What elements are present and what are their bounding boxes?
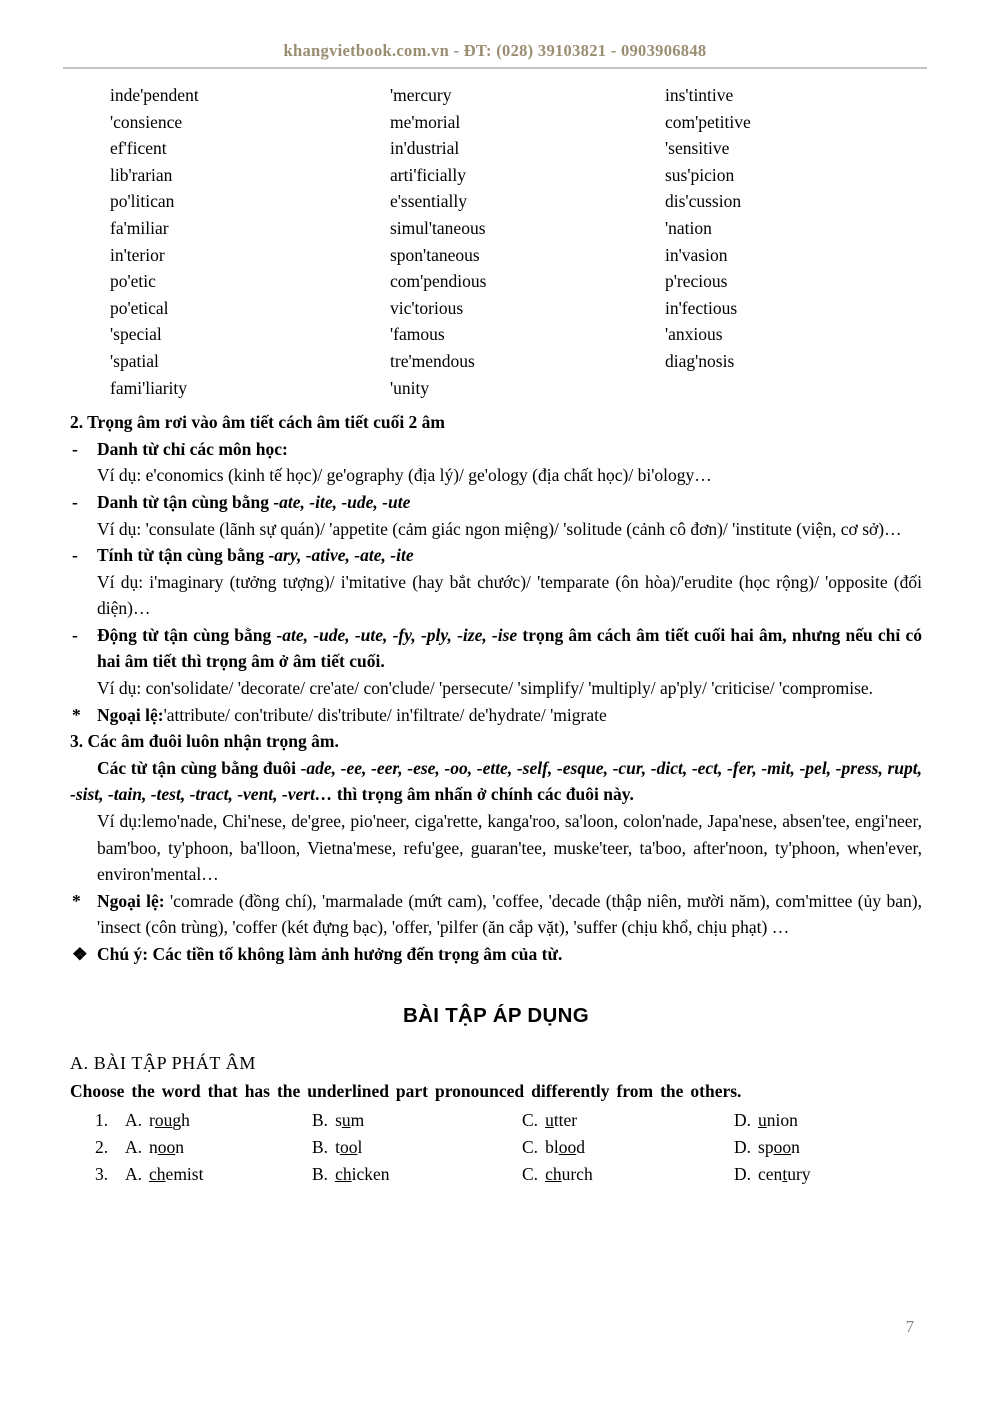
word-pre: n <box>149 1136 158 1157</box>
stress-word-table <box>70 82 922 401</box>
note-content <box>97 941 922 968</box>
option-c[interactable] <box>522 1134 734 1161</box>
section3-exceptions <box>70 888 922 941</box>
word-item: spon'taneous <box>390 244 480 265</box>
header-text: khangvietbook.com.vn - ĐT: (028) 39103821 - 0903906848 <box>283 41 707 60</box>
option-b[interactable] <box>312 1107 522 1134</box>
word-item: me'morial <box>390 111 461 132</box>
word-item: 'unity <box>390 377 430 398</box>
word-item: 'anxious <box>665 324 723 345</box>
section2-exceptions <box>70 702 922 729</box>
word-post: ury <box>787 1163 811 1184</box>
word-item: simul'taneous <box>390 217 486 238</box>
dash-marker: - <box>72 545 78 566</box>
word-pre: r <box>149 1109 155 1130</box>
word-item: fa'miliar <box>110 217 169 238</box>
question-number: 3. <box>95 1163 109 1184</box>
option-b[interactable] <box>312 1134 522 1161</box>
rule-example: Ví dụ: con'solidate/ 'decorate/ cre'ate/ con'clude/ 'persecute/ 'simplify/ 'multiply/ ap'ply/ 'criticise/ 'compromise. <box>97 678 874 699</box>
dash-marker: - <box>72 438 78 459</box>
word-item: p'recious <box>665 271 728 292</box>
option-a[interactable] <box>125 1161 312 1188</box>
option-d[interactable] <box>734 1161 922 1188</box>
option-c[interactable] <box>522 1107 734 1134</box>
rule-suffix-list: -ate, -ite, -ude, -ute <box>273 491 411 512</box>
exercises-title: BÀI TẬP ÁP DỤNG <box>403 1003 589 1027</box>
option-d[interactable] <box>734 1134 922 1161</box>
word-item: sus'picion <box>665 164 735 185</box>
header-divider <box>63 67 927 69</box>
rule-subject-nouns <box>70 436 922 489</box>
word-underlined: ch <box>335 1163 352 1184</box>
word-underlined: ou <box>154 1109 173 1130</box>
word-item: 'nation <box>665 217 712 238</box>
rule-outro: thì trọng âm nhấn ở chính các đuôi này. <box>332 784 634 805</box>
rule-suffix-list: -ary, -ative, -ate, -ite <box>268 545 414 566</box>
section2-heading: 2. Trọng âm rơi vào âm tiết cách âm tiết cuối 2 âm <box>70 412 446 433</box>
option-label: B. <box>312 1163 329 1184</box>
rule-verb-suffixes <box>70 622 922 702</box>
option-label: A. <box>125 1109 143 1130</box>
word-underlined: u <box>341 1109 351 1130</box>
option-label: C. <box>522 1109 539 1130</box>
word-pre: t <box>335 1136 340 1157</box>
exception-text: 'attribute/ con'tribute/ dis'tribute/ in'filtrate/ de'hydrate/ 'migrate <box>163 704 607 725</box>
exercise-instruction: Choose the word that has the underlined part pronounced differently from the others. <box>70 1081 742 1102</box>
word-underlined: oo <box>773 1136 792 1157</box>
word-item: 'mercury <box>390 85 452 105</box>
note-line <box>70 941 922 968</box>
page-number: 7 <box>905 1317 914 1336</box>
word-column-1 <box>110 82 390 401</box>
option-d[interactable] <box>734 1107 922 1134</box>
word-item: 'sensitive <box>665 138 730 159</box>
part-a-heading: A. BÀI TẬP PHÁT ÂM <box>70 1052 256 1073</box>
word-item: ins'tintive <box>665 85 734 105</box>
word-item: po'etic <box>110 271 156 292</box>
exercise-row <box>95 1107 922 1134</box>
word-post: m <box>350 1109 365 1130</box>
rule-suffix-list: -ate, -ude, -ute, -fy, -ply, -ize, -ise <box>276 624 518 645</box>
option-c[interactable] <box>522 1161 734 1188</box>
word-post: icken <box>351 1163 390 1184</box>
word-underlined: ch <box>149 1163 166 1184</box>
option-label: A. <box>125 1163 143 1184</box>
word-item: vic'torious <box>390 297 464 318</box>
page-header <box>0 0 990 62</box>
word-underlined: oo <box>558 1136 577 1157</box>
rule-title <box>97 622 922 675</box>
page-content <box>0 82 990 1188</box>
rule-example: Ví dụ: e'conomics (kinh tế học)/ ge'ography (địa lý)/ ge'ology (địa chất học)/ bi'ology… <box>97 465 712 486</box>
word-underlined: u <box>545 1109 554 1130</box>
asterisk-marker: * <box>72 890 81 911</box>
word-item: 'consience <box>110 111 183 132</box>
word-post: n <box>791 1136 800 1157</box>
rule-title-text: Động từ tận cùng bằng <box>97 624 277 645</box>
word-post: nion <box>766 1109 798 1130</box>
option-label: D. <box>734 1163 752 1184</box>
exception-label: Ngoại lệ: <box>97 890 171 911</box>
option-label: D. <box>734 1109 752 1130</box>
option-label: A. <box>125 1136 143 1157</box>
rule-example: Ví dụ: i'maginary (tưởng tượng)/ i'mitative (hay bắt chước)/ 'temparate (ôn hòa)/'erudite (học rộng)/ 'opposite (đối diện)… <box>97 571 922 619</box>
rule-title: Danh từ chỉ các môn học: <box>97 438 288 459</box>
asterisk-marker: * <box>72 704 81 725</box>
word-item: diag'nosis <box>665 350 735 371</box>
word-post: emist <box>165 1163 204 1184</box>
option-label: B. <box>312 1136 329 1157</box>
word-item: in'dustrial <box>390 138 460 159</box>
section3-rule <box>70 755 922 808</box>
word-item: po'litican <box>110 191 175 212</box>
word-post: urch <box>561 1163 593 1184</box>
option-a[interactable] <box>125 1107 312 1134</box>
exception-text: 'comrade (đồng chí), 'marmalade (mứt cam), 'coffee, 'decade (thập niên, mười năm), com'mittee (ủy ban), 'insect (côn trùng), 'coffer (két đựng bạc), 'offer, 'pilfer (ăn cắp vặt), 'suffer (chịu khổ, chịu phạt) … <box>97 890 922 938</box>
rule-title <box>97 542 922 569</box>
rule-adjective-suffixes <box>70 542 922 622</box>
word-item: arti'ficially <box>390 164 467 185</box>
word-item: in'vasion <box>665 244 728 265</box>
option-label: C. <box>522 1163 539 1184</box>
exception-line <box>97 702 922 729</box>
rule-title <box>97 489 922 516</box>
option-label: B. <box>312 1109 329 1130</box>
rule-example: Ví dụ: 'consulate (lãnh sự quán)/ 'appetite (cảm giác ngon miệng)/ 'solitude (cảnh cô đơn)/ 'institute (viện, cơ sở)… <box>97 518 902 539</box>
word-underlined: oo <box>339 1136 358 1157</box>
dash-marker: - <box>72 491 78 512</box>
word-item: tre'mendous <box>390 350 475 371</box>
word-item: dis'cussion <box>665 191 742 212</box>
word-post: gh <box>172 1109 190 1130</box>
word-post: d <box>576 1136 585 1157</box>
word-pre: cen <box>758 1163 783 1184</box>
word-underlined: u <box>758 1109 767 1130</box>
word-item: in'fectious <box>665 297 738 318</box>
rule-suffix-list: -ade, -ee, -eer, -ese, -oo, -ette, -self, -esque, -cur, -dict, -ect, -fer, -mit, -pel, -press, rupt, -sist, -tain, -test, -tract, -vent, -vert… <box>70 757 922 805</box>
word-item: in'terior <box>110 244 165 265</box>
rule-noun-suffixes <box>70 489 922 542</box>
word-item: ef'ficent <box>110 138 167 159</box>
option-b[interactable] <box>312 1161 522 1188</box>
word-item: fami'liarity <box>110 377 188 398</box>
diamond-marker: ❖ <box>72 944 88 964</box>
rule-title-continued: trọng âm cách âm tiết cuối hai âm, nhưng nếu chỉ có hai âm tiết thì trọng âm ở âm tiết cuối. <box>97 624 922 672</box>
section3-heading: 3. Các âm đuôi luôn nhận trọng âm. <box>70 731 339 752</box>
word-post: l <box>357 1136 363 1157</box>
dash-marker: - <box>72 624 78 645</box>
question-number: 2. <box>95 1136 109 1157</box>
note-text: Các tiền tố không làm ảnh hưởng đến trọng âm của từ. <box>148 944 563 964</box>
exercise-row <box>95 1161 922 1188</box>
rule-title-text: Danh từ tận cùng bằng <box>97 491 274 512</box>
word-underlined: ch <box>545 1163 562 1184</box>
word-post: n <box>175 1136 185 1157</box>
word-item: e'ssentially <box>390 191 468 212</box>
option-a[interactable] <box>125 1134 312 1161</box>
rule-title-text: Tính từ tận cùng bằng <box>97 545 269 566</box>
word-pre: s <box>335 1109 342 1130</box>
section3-example: Ví dụ:lemo'nade, Chi'nese, de'gree, pio'neer, ciga'rette, kanga'roo, sa'loon, colon'nade, Japa'nese, absen'tee, engi'neer, bam'boo, ty'phoon, ba'lloon, Vietna'mese, refu'gee, guaran'tee, muske'teer, ta'boo, after'noon, ty'phoon, when'ever, environ'mental… <box>97 811 922 885</box>
word-item: inde'pendent <box>110 85 199 105</box>
word-pre: sp <box>758 1136 774 1157</box>
word-item: po'etical <box>110 297 169 318</box>
word-post: tter <box>553 1109 578 1130</box>
exception-label: Ngoại lệ: <box>97 704 164 725</box>
word-item: com'petitive <box>665 111 751 132</box>
word-column-2 <box>390 82 665 401</box>
option-label: C. <box>522 1136 539 1157</box>
rule-intro: Các từ tận cùng bằng đuôi <box>97 757 301 778</box>
word-column-3 <box>665 82 922 401</box>
exception-line <box>97 888 922 941</box>
word-item: 'special <box>110 324 162 345</box>
word-item: lib'rarian <box>110 164 173 185</box>
word-item: 'famous <box>390 324 445 345</box>
word-pre: bl <box>545 1136 559 1157</box>
note-label: Chú ý: <box>97 944 149 964</box>
word-item: 'spatial <box>110 350 159 371</box>
exercise-row <box>95 1134 922 1161</box>
question-number: 1. <box>95 1109 109 1130</box>
word-item: com'pendious <box>390 271 487 292</box>
word-underlined: oo <box>157 1136 176 1157</box>
option-label: D. <box>734 1136 752 1157</box>
word-underlined: t <box>782 1163 788 1184</box>
